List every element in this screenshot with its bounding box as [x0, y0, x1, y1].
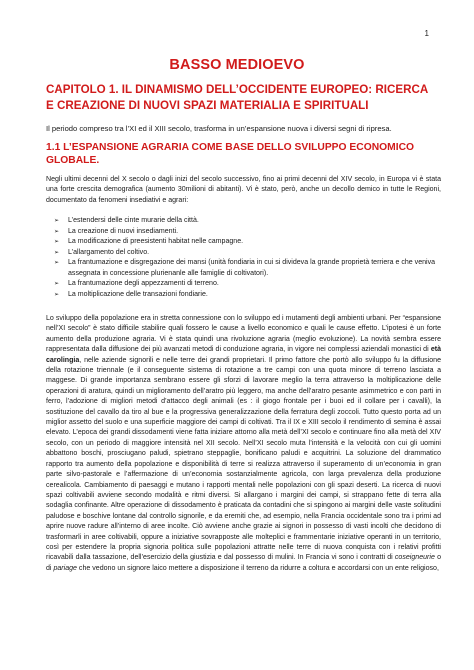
bold-term: età carolingia — [46, 346, 441, 364]
list-item: ➢ La moltiplicazione delle transazioni fondiarie. — [54, 290, 439, 301]
chapter-title: CAPITOLO 1. IL DINAMISMO DELL’OCCIDENTE EUROPEO: RICERCA E CREAZIONE DI NUOVI SPAZI MATERIALIA E SPIRITUALI — [46, 83, 428, 112]
list-item: ➢ L’allargamento del coltivo. — [54, 248, 439, 259]
list-item: ➢ La frantumazione degli appezzamenti di terreno. — [54, 279, 439, 290]
list-item: ➢ La modificazione di preesistenti habitat nelle campagne. — [54, 237, 439, 248]
section-title: 1.1 L’ESPANSIONE AGRARIA COME BASE DELLO SVILUPPO ECONOMICO GLOBALE. — [46, 142, 415, 166]
paragraph-2 — [46, 314, 441, 574]
intro-paragraph: Il periodo compreso tra l’XI ed il XIII secolo, trasforma in un’espansione nuova i diversi segni di ripresa. — [46, 124, 392, 133]
document-title: BASSO MEDIOEVO — [169, 57, 305, 73]
bullet-list — [54, 216, 439, 300]
list-item: ➢ La creazione di nuovi insediamenti. — [54, 227, 439, 238]
text-run: , nelle aziende signorili e nelle terre dei grandi proprietari. Il primo fattore che portò allo sviluppo fu la diffusione della rotazione triennale (e il conseguente sistema di rotazione a tre campi con una quota minore di terreno lasciata a maggese. Di grande importanza sembrano essere gli sforzi di lavorare meglio la terra attraverso la moltiplicazione delle operazioni di aratura, quindi un miglioramento dell’aratro più leggero, ma anche dell’aratro pesante asimmetrico e con parti in ferro, l’adozione di migliori metodi d’attacco degli animali (es : il giogo frontale per i buoi ed il collare per i cavalli), la sostituzione del cavallo da tiro al bue e la progressiva generalizzazione della ferratura degli zoccoli. Tutto questo porta ad un miglior assetto del suolo e una superficie maggiore dei campi di coltivati. Tra il IX e XIII secolo il rendimento di semina è assai elevato. L’epoca dei grandi dissodamenti viene fatta iniziare attorno alla metà dell’XI secolo e continuare fino alla metà del XIV secolo, con un periodo di maggiore intensità nel XII secolo. Nell’XI secolo muta l’intensità e la velocità con cui gli uomini abbattono boschi, prosciugano paludi, spietrano steppaglie, bonificano paludi e acquitrini. La soluzione del drammatico rapporto tra aumento della popolazione e disponibilità di terre si realizza attraverso il superamento di un’economia in gran parte silvo-pastorale e l’affermazione di un’economia sostanzialmente agricola, con larga prevalenza della produzione cerealicola. Cambiamento di paesaggi e mutano i rapporti mentali nelle popolazioni con gli spazi deserti. La ricerca di nuovi spazi coltivabili avviene secondo modalità e ritmi diversi. Si allargano i margini dei campi, si strappano fette di terra alla sodaglia confinante. Altre operazione di dissodamento è praticata da contadini che si spingono ai margini delle vaste solitudini paludose e boschive lontane dal controllo signorile, e da eremiti che, ad esempio, nella Francia occidentale sono tra i primi ad aprire nuove radure all’interno di aree incolte. Ciò avviene anche grazie ai signori in possesso di vasti incolti che decidono di trasformarli in aree coltivabili, oppure a iniziative sovrapposte alle molteplici e frammentarie iniziative operanti in un territorio, così per estendere la propria signoria politica sulle popolazioni attratte nelle terre di nuova conquista con i relativi profitti ricavabili dalla tassazione, dell’esercizio della giustizia e dal possesso di mulini. In Francia vi sono i contratti di — [46, 356, 441, 562]
list-item: ➢ L’estendersi delle cinte murarie della città. — [54, 216, 439, 227]
italic-term: pariage — [53, 564, 77, 572]
text-run: o di — [46, 554, 441, 572]
list-item: ➢ La frantumazione e disgregazione dei mansi (unità fondiaria in cui si divideva la grande proprietà terriera e che veniva assegnata in concessione plurienanle alle famiglie di coltivatori). — [54, 258, 439, 279]
text-run: che vedono un signore laico mettere a disposizione il terreno da ridurre a coltura e accordarsi con un ente religioso, — [76, 564, 439, 572]
paragraph-1: Negli ultimi decenni del X secolo o dagli inizi del secolo successivo, fino ai primi decenni del XIV secolo, in Europa vi è stata una forte crescita demografica (aumento 30milioni di abitanti). Vi è stato, però, anche un decollo demico in tutte le Regioni, documentato da fenomeni insediativi e agrari: — [46, 176, 441, 204]
italic-term: coseigneurie — [394, 554, 435, 562]
page-number: 1 — [424, 29, 429, 38]
text-run: Lo sviluppo della popolazione era in stretta connessione con lo sviluppo ed i mutamenti degli ambienti urbani. Per “espansione nell’XI secolo” è stato difficile stabilire quali fossero le cause a livello economico e quali le cause effetto. L’ipotesi è un forte aumento della produzione agraria. Vi è stata quindi una rivoluzione agraria (meglio evoluzione). La novità sembra essere rappresentata dalla diffusione dei più avanzati metodi di conduzione agraria, in vigore nei complessi aziendali monastici di — [46, 315, 441, 354]
